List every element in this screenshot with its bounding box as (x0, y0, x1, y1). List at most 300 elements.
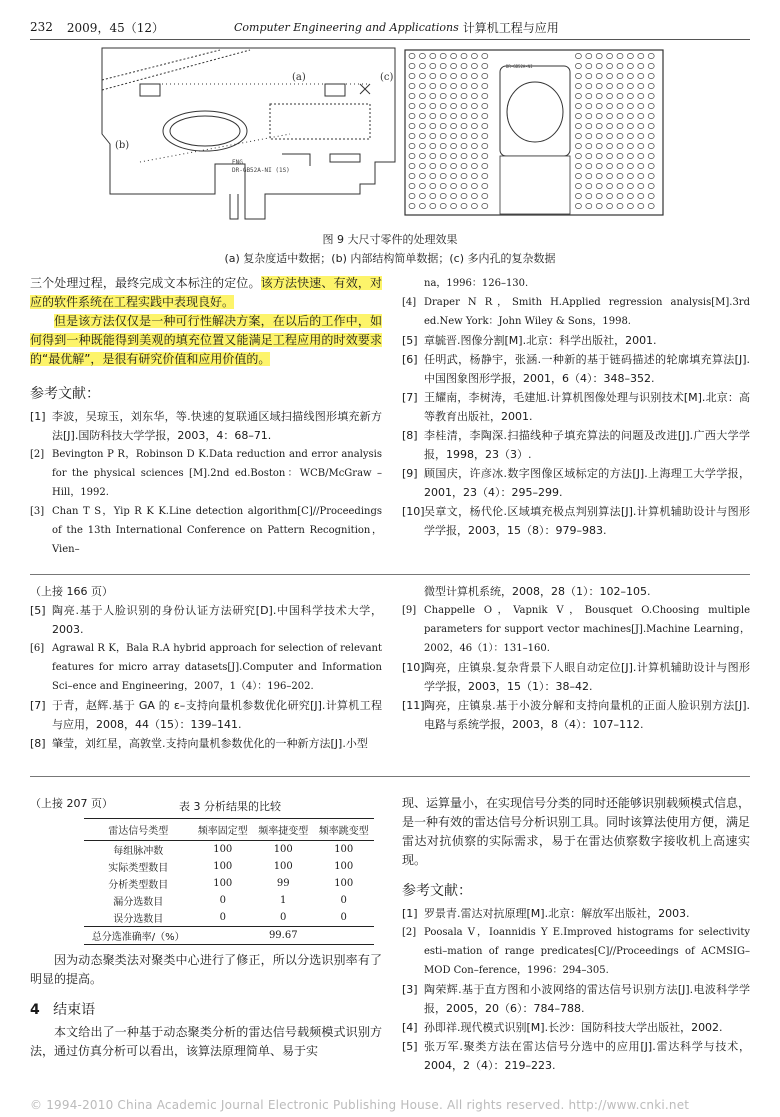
hole-mark (430, 93, 436, 98)
table-cell: 100 (213, 878, 233, 889)
reference-item (402, 601, 750, 658)
hole-mark (575, 203, 581, 208)
references-list (30, 407, 382, 559)
references-list (30, 601, 382, 753)
hole-mark (607, 53, 613, 58)
hole-mark (586, 203, 592, 208)
hole-mark (461, 53, 467, 58)
hole-mark (451, 103, 457, 108)
hole-mark (482, 53, 488, 58)
svg-text:DR-GB52A-NI: DR-GB52A-NI (506, 64, 533, 69)
hole-mark (430, 63, 436, 68)
reference-item (402, 331, 750, 350)
hole-mark (409, 193, 415, 198)
table-cell: 100 (273, 861, 293, 872)
table-header-cell: 雷达信号类型 (84, 819, 193, 841)
table-cell: 0 (340, 912, 347, 923)
hole-mark (451, 163, 457, 168)
hole-mark (638, 183, 644, 188)
hole-mark (596, 73, 602, 78)
hole-mark (430, 143, 436, 148)
table-cell: 100 (213, 861, 233, 872)
reference-text: 罗景青.雷达对抗原理[M].北京：解放军出版社，2003. (424, 907, 690, 920)
hole-mark (596, 123, 602, 128)
hole-mark (419, 173, 425, 178)
hole-mark (575, 143, 581, 148)
hole-mark (419, 113, 425, 118)
hole-mark (586, 163, 592, 168)
hole-mark (627, 93, 633, 98)
hole-mark (638, 123, 644, 128)
hole-mark (430, 163, 436, 168)
continued-from: （上接 207 页） (30, 797, 113, 810)
hole-mark (575, 103, 581, 108)
page-number: 232 (30, 20, 53, 34)
right-column-mid (402, 582, 750, 734)
hole-mark (607, 93, 613, 98)
section-divider (30, 776, 750, 777)
hole-mark (471, 63, 477, 68)
hole-mark (575, 153, 581, 158)
part-text-1: ENG (232, 159, 243, 166)
table-cell: 1 (280, 895, 287, 906)
hole-mark (648, 143, 654, 148)
journal-name-en: Computer Engineering and Applications (234, 20, 459, 34)
reference-number: [11] (402, 699, 425, 712)
hole-mark (482, 153, 488, 158)
reference-text: Poosala V，Ioannidis Y E.Improved histograms for selectivity esti–mation of range predicates[C]//Proceedings of ACMSIG–MOD Con–ference，1996：294–305. (424, 927, 750, 976)
reference-item (402, 426, 750, 464)
header-rule (30, 39, 750, 40)
reference-text: 陶亮.基于人脸识别的身份认证方法研究[D].中国科学技术大学，2003. (52, 604, 382, 636)
hole-mark (607, 183, 613, 188)
figure-subcaption: (a) 复杂度适中数据；(b) 内部结构简单数据；(c) 多内孔的复杂数据 (224, 252, 556, 265)
hole-mark (440, 113, 446, 118)
hole-mark (471, 143, 477, 148)
hole-mark (648, 193, 654, 198)
body-paragraph-3: 因为动态聚类法对聚类中心进行了修正，所以分选识别率有了明显的提高。 (30, 953, 382, 986)
table-header-cell: 频率捷变型 (253, 819, 313, 841)
hole-mark (451, 93, 457, 98)
table-row (84, 909, 374, 927)
table-row (84, 841, 374, 859)
hole-mark (575, 193, 581, 198)
hole-mark (409, 143, 415, 148)
hole-mark (409, 73, 415, 78)
hole-mark (409, 173, 415, 178)
section-divider (30, 574, 750, 575)
hole-mark (607, 153, 613, 158)
hole-mark (617, 83, 623, 88)
hole-mark (471, 203, 477, 208)
reference-number: [7] (402, 391, 418, 404)
left-column-top (30, 274, 382, 559)
hole-mark (482, 113, 488, 118)
hole-mark (617, 163, 623, 168)
hole-mark (461, 93, 467, 98)
hole-mark (482, 103, 488, 108)
journal-name-cn: 计算机工程与应用 (462, 20, 559, 35)
hole-mark (575, 83, 581, 88)
hole-mark (648, 173, 654, 178)
hole-mark (596, 163, 602, 168)
part-drawing-c (405, 50, 663, 215)
reference-text: 肇莹，刘红星，高敦堂.支持向量机参数优化的一种新方法[J].小型 (52, 737, 368, 750)
hole-mark (575, 63, 581, 68)
table-cell: 漏分选数目 (113, 897, 164, 908)
hole-mark (430, 123, 436, 128)
hole-mark (617, 53, 623, 58)
reference-item (402, 388, 750, 426)
hole-mark (430, 193, 436, 198)
reference-number: [4] (402, 297, 417, 308)
label-c: (c) (380, 72, 394, 83)
hole-mark (627, 183, 633, 188)
reference-number: [2] (402, 927, 417, 938)
hole-mark (461, 133, 467, 138)
reference-number: [5] (402, 334, 418, 347)
hole-mark (617, 113, 623, 118)
hole-mark (607, 193, 613, 198)
reference-number: [10] (402, 661, 425, 674)
hole-mark (607, 123, 613, 128)
hole-mark (409, 163, 415, 168)
hole-mark (638, 163, 644, 168)
table-cell: 100 (334, 878, 354, 889)
hole-mark (409, 133, 415, 138)
reference-number: [3] (402, 983, 418, 996)
table-cell: 100 (334, 844, 354, 855)
reference-text: 孙即祥.现代模式识别[M].长沙：国防科技大学出版社，2002. (424, 1021, 723, 1034)
hole-mark (482, 63, 488, 68)
reference-number: [9] (402, 467, 418, 480)
reference-number: [1] (30, 410, 46, 423)
hole-mark (430, 73, 436, 78)
hole-mark (586, 153, 592, 158)
hole-mark (419, 153, 425, 158)
reference-text: Chan T S，Yip R K K.Line detection algorithm[C]//Proceedings of the 13th International Conference on Pattern Recognition，Vien– (52, 506, 382, 555)
table-cell: 0 (340, 895, 347, 906)
hole-mark (575, 173, 581, 178)
hole-mark (648, 133, 654, 138)
reference-item (402, 980, 750, 1018)
hole-mark (617, 193, 623, 198)
hole-mark (440, 63, 446, 68)
references-title: 参考文献： (30, 386, 100, 402)
table-caption: 表 3 分析结果的比较 (179, 800, 281, 813)
hole-mark (461, 193, 467, 198)
hole-mark (482, 73, 488, 78)
hole-mark (627, 163, 633, 168)
reference-item (30, 445, 382, 502)
reference-item (402, 464, 750, 502)
hole-mark (638, 113, 644, 118)
hole-mark (607, 83, 613, 88)
table-row (84, 858, 374, 875)
hole-mark (617, 123, 623, 128)
reference-number: [6] (402, 353, 418, 366)
hole-mark (617, 93, 623, 98)
hole-mark (461, 113, 467, 118)
hole-mark (482, 83, 488, 88)
reference-text: Chappelle O，Vapnik V，Bousquet O.Choosing multiple parameters for support vector machines[J].Machine Learning，2002，46（1）：131–160. (424, 605, 750, 654)
hole-mark (430, 203, 436, 208)
hole-mark (627, 63, 633, 68)
table-cell: 0 (280, 912, 287, 923)
reference-number: [5] (402, 1040, 418, 1053)
body-paragraph-4: 现、运算量小，在实现信号分类的同时还能够识别载频模式信息，是一种有效的雷达信号分析识别工具。同时该算法使用方便，满足雷达对抗侦察的实际需求，易于在雷达侦察数字接收机上高速实现。 (402, 796, 751, 867)
table-cell: 分析类型数目 (108, 880, 169, 891)
hole-mark (627, 73, 633, 78)
hole-mark (638, 203, 644, 208)
para1-highlight: 该方法快速、有效，对应的软件系统在工程实践中表现良好。 (30, 276, 382, 309)
table-cell: 实际类型数目 (108, 863, 169, 874)
hole-mark (607, 143, 613, 148)
hole-mark (638, 53, 644, 58)
hole-mark (586, 53, 592, 58)
hole-mark (409, 203, 415, 208)
hole-mark (440, 183, 446, 188)
hole-mark (596, 63, 602, 68)
hole-mark (440, 143, 446, 148)
hole-mark (575, 53, 581, 58)
hole-mark (430, 83, 436, 88)
hole-mark (596, 113, 602, 118)
hole-mark (596, 93, 602, 98)
hole-mark (575, 123, 581, 128)
hole-mark (596, 53, 602, 58)
hole-mark (638, 143, 644, 148)
reference-number: [6] (30, 643, 45, 654)
table-total-value: 99.67 (193, 927, 374, 945)
references-list (402, 904, 750, 1075)
label-a: (a) (292, 72, 306, 83)
hole-mark (627, 133, 633, 138)
hole-mark (451, 183, 457, 188)
hole-mark (461, 183, 467, 188)
table-cell: 99 (276, 878, 290, 889)
hole-mark (419, 143, 425, 148)
hole-mark (638, 133, 644, 138)
table-total-label: 总分选准确率/（%） (84, 927, 193, 945)
hole-mark (451, 113, 457, 118)
hole-mark (419, 53, 425, 58)
hole-mark (409, 53, 415, 58)
volume-info: 2009，45（12） (66, 20, 164, 35)
body-paragraph-1 (30, 274, 382, 312)
table-cell: 每组脉冲数 (113, 846, 164, 857)
hole-mark (440, 153, 446, 158)
hole-mark (627, 203, 633, 208)
left-column-mid (30, 582, 382, 753)
hole-mark (638, 173, 644, 178)
hole-mark (430, 133, 436, 138)
hole-mark (648, 123, 654, 128)
hole-mark (596, 143, 602, 148)
hole-mark (419, 193, 425, 198)
hole-mark (440, 53, 446, 58)
hole-mark (596, 183, 602, 188)
section-heading (30, 999, 382, 1019)
hole-mark (586, 183, 592, 188)
hole-mark (440, 163, 446, 168)
hole-mark (575, 73, 581, 78)
reference-item (402, 502, 750, 540)
hole-mark (607, 113, 613, 118)
para1-plain: 三个处理过程，最终完成文本标注的定位。 (30, 276, 261, 290)
hole-mark (627, 193, 633, 198)
hole-mark (617, 63, 623, 68)
hole-mark (419, 123, 425, 128)
hole-mark (471, 103, 477, 108)
hole-mark (451, 133, 457, 138)
hole-mark (596, 193, 602, 198)
reference-number: [8] (30, 737, 46, 750)
hole-mark (482, 203, 488, 208)
hole-mark (627, 113, 633, 118)
hole-mark (596, 83, 602, 88)
hole-mark (586, 73, 592, 78)
hole-mark (648, 183, 654, 188)
hole-mark (471, 73, 477, 78)
hole-mark (627, 53, 633, 58)
hole-mark (430, 183, 436, 188)
reference-item (30, 601, 382, 639)
hole-mark (586, 133, 592, 138)
hole-mark (596, 103, 602, 108)
hole-mark (575, 113, 581, 118)
hole-mark (471, 173, 477, 178)
reference-item (402, 1037, 750, 1075)
hole-mark (648, 113, 654, 118)
references-list (402, 601, 750, 734)
section-number: 4 (30, 1002, 40, 1018)
hole-mark (648, 63, 654, 68)
reference-continuation: na，1996：126–130. (424, 278, 529, 289)
hole-mark (482, 143, 488, 148)
hole-mark (638, 193, 644, 198)
hole-mark (419, 93, 425, 98)
reference-item (30, 734, 382, 753)
hole-mark (419, 183, 425, 188)
hole-mark (409, 113, 415, 118)
table-cell: 0 (219, 895, 226, 906)
hole-mark (575, 163, 581, 168)
hole-mark (461, 123, 467, 128)
reference-text: 王耀南，李树涛，毛建旭.计算机图像处理与识别技术[M].北京：高等教育出版社，2001. (424, 391, 750, 423)
hole-mark (575, 93, 581, 98)
hole-mark (638, 83, 644, 88)
hole-mark (648, 53, 654, 58)
hole-mark (617, 173, 623, 178)
hole-mark (482, 183, 488, 188)
reference-item (402, 293, 750, 331)
results-table (84, 818, 374, 945)
hole-mark (471, 153, 477, 158)
hole-mark (648, 163, 654, 168)
reference-number: [4] (402, 1021, 418, 1034)
hole-mark (409, 103, 415, 108)
hole-mark (430, 153, 436, 158)
reference-number: [5] (30, 604, 46, 617)
hole-mark (638, 103, 644, 108)
reference-text: 张万军.聚类方法在雷达信号分选中的应用[J].雷达科学与技术，2004，2（4）：219–223. (424, 1040, 750, 1072)
reference-number: [3] (30, 506, 45, 517)
reference-text: 任明武，杨静宇，张涵.一种新的基于链码描述的轮廓填充算法[J].中国图象图形学报，2001，6（4）：348–352. (424, 353, 750, 385)
hole-mark (482, 93, 488, 98)
reference-text: 陶荣辉.基于直方图和小波网络的雷达信号识别方法[J].电波科学学报，2005，20（6）：784–788. (424, 983, 750, 1015)
right-column-bottom (402, 794, 750, 1075)
hole-mark (440, 103, 446, 108)
hole-mark (430, 113, 436, 118)
reference-item (30, 502, 382, 559)
hole-mark (451, 193, 457, 198)
hole-mark (596, 173, 602, 178)
hole-mark (482, 173, 488, 178)
hole-mark (638, 153, 644, 158)
hole-mark (440, 93, 446, 98)
hole-mark (607, 133, 613, 138)
hole-mark (409, 63, 415, 68)
hole-mark (451, 173, 457, 178)
reference-text: 陶亮，庄镇泉.复杂背景下人眼自动定位[J].计算机辅助设计与图形学学报，2003，15（1）：38–42. (424, 661, 750, 693)
reference-text: Bevington P R，Robinson D K.Data reduction and error analysis for the physical sciences [M].2nd ed.Boston：WCB/McGraw –Hill，1992. (52, 449, 382, 498)
running-header (30, 16, 750, 38)
hole-mark (648, 73, 654, 78)
hole-mark (461, 153, 467, 158)
body-paragraph-2 (30, 312, 382, 369)
hole-mark (419, 203, 425, 208)
hole-mark (440, 193, 446, 198)
hole-mark (430, 53, 436, 58)
reference-number: [1] (402, 907, 418, 920)
hole-mark (461, 163, 467, 168)
part-drawing-b (102, 48, 395, 219)
part-text-2: DR-GB52A-NI (1S) (232, 167, 290, 174)
hole-mark (461, 83, 467, 88)
hole-mark (461, 143, 467, 148)
hole-mark (471, 123, 477, 128)
hole-mark (586, 173, 592, 178)
hole-mark (627, 173, 633, 178)
table-cell: 100 (334, 861, 354, 872)
hole-mark (451, 153, 457, 158)
conclusion-paragraph: 本文给出了一种基于动态聚类分析的雷达信号载频模式识别方法，通过仿真分析可以看出，该算法原理简单、易于实 (30, 1025, 382, 1058)
reference-item (30, 639, 382, 696)
hole-mark (648, 93, 654, 98)
table-cell: 100 (213, 844, 233, 855)
hole-mark (451, 73, 457, 78)
hole-mark (627, 123, 633, 128)
hole-mark (617, 183, 623, 188)
figure-9 (30, 44, 750, 228)
hole-mark (607, 103, 613, 108)
hole-mark (648, 103, 654, 108)
reference-continuation: 微型计算机系统，2008，28（1）：102–105. (424, 585, 651, 598)
reference-text: Agrawal R K，Bala R.A hybrid approach for selection of relevant features for micro array datasets[J].Computer and Information Sci–ence and Engineering，2007，1（4）：196–202. (52, 643, 382, 692)
reference-item (402, 350, 750, 388)
table-total-row (84, 927, 374, 945)
hole-mark (440, 123, 446, 128)
reference-number: [8] (402, 429, 418, 442)
reference-item (30, 696, 382, 734)
hole-mark (409, 93, 415, 98)
hole-mark (596, 153, 602, 158)
hole-mark (409, 83, 415, 88)
continued-from: （上接 166 页） (30, 585, 113, 598)
reference-text: 章毓晋.图像分割[M].北京：科学出版社，2001. (424, 334, 657, 347)
table-cell: 0 (219, 912, 226, 923)
